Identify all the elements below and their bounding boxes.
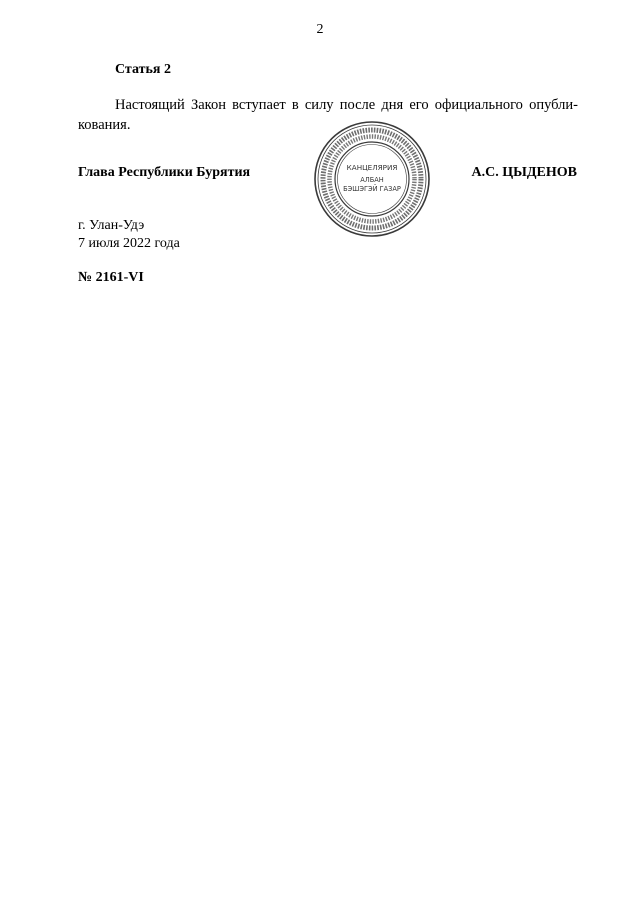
law-number: № 2161-VI	[78, 270, 144, 285]
place-and-date	[78, 217, 180, 253]
seal-line-3: БЭШЭГЭЙ ГАЗАР	[343, 185, 401, 193]
page-number: 2	[316, 22, 324, 37]
city: г. Улан-Удэ	[78, 218, 145, 233]
date: 7 июля 2022 года	[78, 236, 180, 251]
signature-title: Глава Республики Бурятия	[78, 165, 251, 180]
seal-line-1: КАНЦЕЛЯРИЯ	[346, 163, 398, 172]
official-seal	[313, 120, 431, 238]
seal-line-2: АЛБАН	[360, 176, 384, 184]
signature-name: А.С. ЦЫДЕНОВ	[471, 165, 577, 180]
article-text: Настоящий Закон вступает в силу после дня его официального опубли-кования.	[78, 97, 578, 133]
article-heading: Статья 2	[115, 62, 171, 77]
